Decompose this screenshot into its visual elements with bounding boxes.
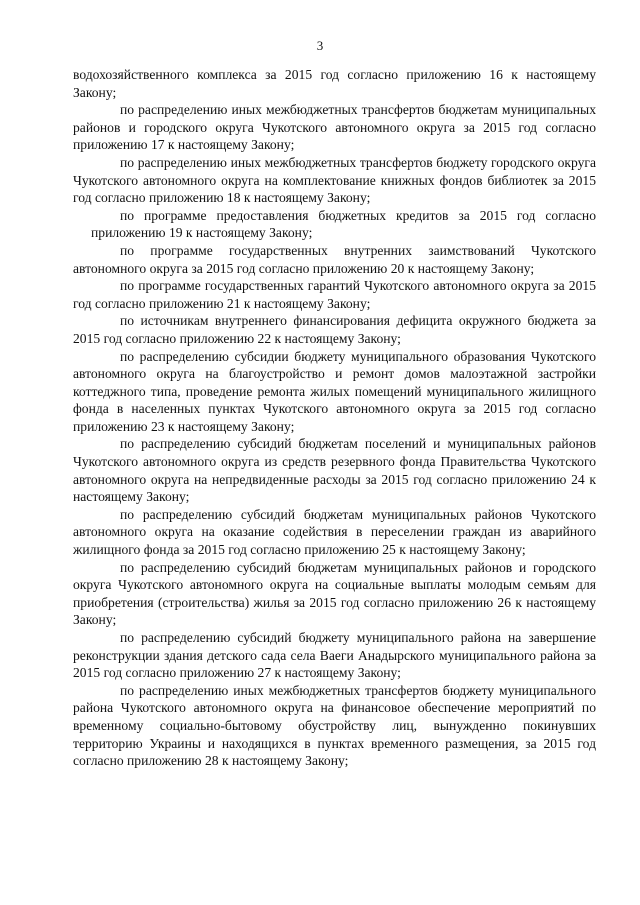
paragraph: по распределению иных межбюджетных трансфертов бюджетам муниципальных районов и городского округа Чукотского автономного округа за 2015 год согласно приложению 17 к настоящему Закону;	[73, 102, 596, 153]
paragraph: водохозяйственного комплекса за 2015 год согласно приложению 16 к настоящему Закону;	[73, 67, 596, 100]
paragraph: по распределению субсидий бюджетам муниципальных районов Чукотского автономного округа на оказание содействия в переселении граждан из аварийного жилищного фонда за 2015 год согласно приложению 25 к настоящему Закону;	[73, 506, 596, 558]
paragraph: по распределению субсидий бюджетам поселений и муниципальных районов Чукотского автономного округа из средств резервного фонда Правительства Чукотского автономного округа на непредвиденные расходы за 2015 год согласно приложению 24 к настоящему Закону;	[73, 436, 596, 505]
paragraph: по программе предоставления бюджетных кредитов за 2015 год согласно приложению 19 к настоящему Закону;	[91, 207, 596, 241]
page-number: 3	[316, 38, 324, 53]
document-body	[73, 66, 596, 770]
paragraph: по распределению субсидий бюджетам муниципальных районов и городского округа Чукотского автономного округа на социальные выплаты молодым семьям для приобретения (строительства) жилья за 2015 год согласно приложению 26 к настоящему Закону;	[73, 559, 596, 628]
paragraph: по распределению иных межбюджетных трансфертов бюджету муниципального района Чукотского автономного округа на финансовое обеспечение мероприятий по временному социально-бытовому обустройству лиц, вынужденно покинувших территорию Украины и находящихся в пунктах временного размещения, за 2015 год согласно приложению 28 к настоящему Закону;	[73, 682, 596, 769]
paragraph: по распределению субсидий бюджету муниципального района на завершение реконструкции здания детского сада села Ваеги Анадырского муниципального района за 2015 год согласно приложению 27 к настоящему Закону;	[73, 630, 596, 681]
paragraph: по источникам внутреннего финансирования дефицита окружного бюджета за 2015 год согласно приложению 22 к настоящему Закону;	[73, 313, 596, 346]
paragraph: по распределению субсидии бюджету муниципального образования Чукотского автономного округа на благоустройство и ремонт домов малоэтажной застройки коттеджного типа, проведение ремонта жилых помещений муниципального жилищного фонда в населенных пунктах Чукотского автономного округа за 2015 год согласно приложению 23 к настоящему Закону;	[73, 348, 596, 434]
paragraph: по программе государственных внутренних заимствований Чукотского автономного округа за 2015 год согласно приложению 20 к настоящему Закону;	[73, 242, 596, 276]
paragraph: по распределению иных межбюджетных трансфертов бюджету городского округа Чукотского автономного округа на комплектование книжных фондов библиотек за 2015 год согласно приложению 18 к настоящему Закону;	[73, 154, 596, 206]
paragraph: по программе государственных гарантий Чукотского автономного округа за 2015 год согласно приложению 21 к настоящему Закону;	[73, 278, 596, 311]
